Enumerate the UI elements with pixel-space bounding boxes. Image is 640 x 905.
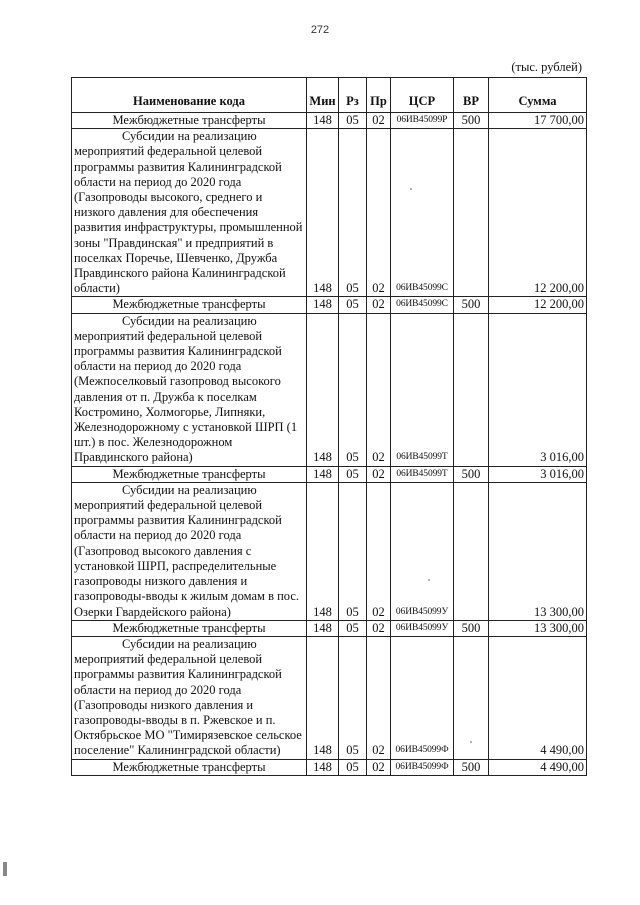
row-min: 148 xyxy=(307,297,339,313)
row-name: Субсидии на реализацию мероприятий федеральной целевой программы развития Калининградской области на период до 2020 года (Межпоселковый газопровод высокого давления от п. Дружба к поселкам Костромино, Холмогорье, Липняки, Железнодорожному с установкой ШРП (1 шт.) в пос. Железнодорожном Правдинского района) xyxy=(72,313,307,466)
header-csr: ЦСР xyxy=(391,78,454,113)
row-name: Субсидии на реализацию мероприятий федеральной целевой программы развития Калининградской области на период до 2020 года (Газопроводы низкого давления и газопроводы-вводы в п. Ржевское и п. Октябрьское МО "Тимирязевское сельское поселение" Калининградской области) xyxy=(72,636,307,759)
row-name: Субсидии на реализацию мероприятий федеральной целевой программы развития Калининградской области на период до 2020 года (Газопровод высокого давления с установкой ШРП, распределительные газопроводы низкого давления и газопроводы-вводы к жилым домам в пос. Озерки Гвардейского района) xyxy=(72,482,307,620)
row-sum: 4 490,00 xyxy=(489,759,587,775)
row-vr: 500 xyxy=(454,113,489,129)
row-pr: 02 xyxy=(367,620,391,636)
row-name: Межбюджетные трансферты xyxy=(72,620,307,636)
row-vr: 500 xyxy=(454,297,489,313)
row-name: Межбюджетные трансферты xyxy=(72,297,307,313)
row-vr xyxy=(454,482,489,620)
scan-edge-mark xyxy=(3,862,7,876)
row-csr: 06ИВ45099Р xyxy=(391,113,454,129)
row-csr: 06ИВ45099Т xyxy=(391,313,454,466)
table-row xyxy=(72,620,587,636)
header-vr: ВР xyxy=(454,78,489,113)
table-row xyxy=(72,297,587,313)
row-min: 148 xyxy=(307,620,339,636)
row-min: 148 xyxy=(307,313,339,466)
row-csr: 06ИВ45099Ф xyxy=(391,636,454,759)
row-vr: 500 xyxy=(454,466,489,482)
units-label: (тыс. рублей) xyxy=(511,60,582,74)
row-min: 148 xyxy=(307,636,339,759)
row-csr: 06ИВ45099Т xyxy=(391,466,454,482)
header-pr: Пр xyxy=(367,78,391,113)
table-row xyxy=(72,482,587,620)
row-pr: 02 xyxy=(367,466,391,482)
row-rz: 05 xyxy=(339,129,367,297)
row-sum: 12 200,00 xyxy=(489,129,587,297)
row-pr: 02 xyxy=(367,482,391,620)
budget-table xyxy=(71,77,587,776)
row-name: Межбюджетные трансферты xyxy=(72,113,307,129)
row-sum: 17 700,00 xyxy=(489,113,587,129)
row-pr: 02 xyxy=(367,313,391,466)
row-sum: 4 490,00 xyxy=(489,636,587,759)
row-vr: 500 xyxy=(454,759,489,775)
row-vr xyxy=(454,129,489,297)
row-vr: 500 xyxy=(454,620,489,636)
row-name: Субсидии на реализацию мероприятий федеральной целевой программы развития Калининградской области на период до 2020 года (Газопроводы высокого, среднего и низкого давления для обеспечения развития инфраструктуры, промышленной зоны "Правдинская" и предприятий в поселках Поречье, Шевченко, Дружба Правдинского района Калининградской области) xyxy=(72,129,307,297)
row-min: 148 xyxy=(307,466,339,482)
row-pr: 02 xyxy=(367,636,391,759)
row-name: Межбюджетные трансферты xyxy=(72,466,307,482)
row-csr: 06ИВ45099У xyxy=(391,620,454,636)
row-rz: 05 xyxy=(339,482,367,620)
table-header-row xyxy=(72,78,587,113)
row-rz: 05 xyxy=(339,620,367,636)
row-min: 148 xyxy=(307,482,339,620)
row-rz: 05 xyxy=(339,759,367,775)
row-pr: 02 xyxy=(367,759,391,775)
row-rz: 05 xyxy=(339,466,367,482)
row-name: Межбюджетные трансферты xyxy=(72,759,307,775)
row-vr xyxy=(454,313,489,466)
row-sum: 12 200,00 xyxy=(489,297,587,313)
table-row xyxy=(72,113,587,129)
row-min: 148 xyxy=(307,129,339,297)
page-number: 272 xyxy=(310,24,330,36)
row-csr: 06ИВ45099С xyxy=(391,129,454,297)
row-pr: 02 xyxy=(367,297,391,313)
scan-speck xyxy=(410,188,412,190)
header-sum: Сумма xyxy=(489,78,587,113)
row-csr: 06ИВ45099Ф xyxy=(391,759,454,775)
table-row xyxy=(72,636,587,759)
scan-speck xyxy=(470,741,472,743)
table-row xyxy=(72,466,587,482)
row-pr: 02 xyxy=(367,129,391,297)
row-rz: 05 xyxy=(339,313,367,466)
row-min: 148 xyxy=(307,759,339,775)
row-rz: 05 xyxy=(339,636,367,759)
row-sum: 13 300,00 xyxy=(489,620,587,636)
row-csr: 06ИВ45099С xyxy=(391,297,454,313)
header-name: Наименование кода xyxy=(72,78,307,113)
row-sum: 3 016,00 xyxy=(489,466,587,482)
row-sum: 13 300,00 xyxy=(489,482,587,620)
table-row xyxy=(72,313,587,466)
row-rz: 05 xyxy=(339,113,367,129)
row-sum: 3 016,00 xyxy=(489,313,587,466)
row-csr: 06ИВ45099У xyxy=(391,482,454,620)
table-row xyxy=(72,129,587,297)
row-rz: 05 xyxy=(339,297,367,313)
scan-speck xyxy=(428,579,430,581)
row-pr: 02 xyxy=(367,113,391,129)
row-min: 148 xyxy=(307,113,339,129)
header-rz: Рз xyxy=(339,78,367,113)
header-min: Мин xyxy=(307,78,339,113)
table-row xyxy=(72,759,587,775)
